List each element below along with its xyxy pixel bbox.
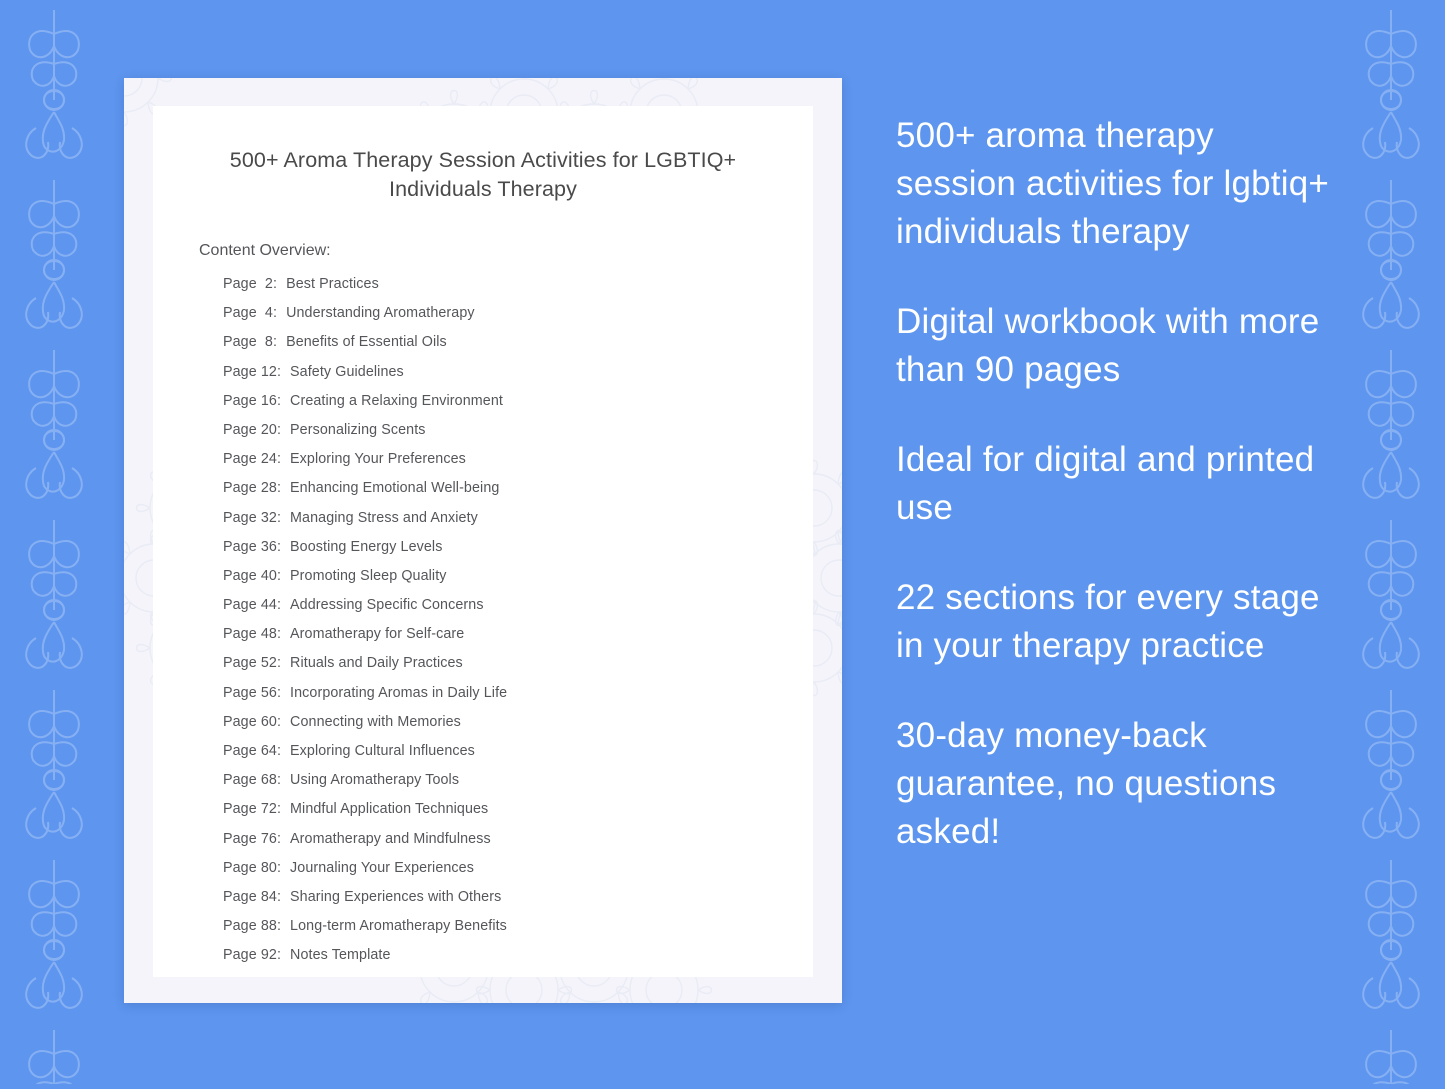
floral-border-left-icon [0, 0, 108, 1084]
toc-entry-label: Managing Stress and Anxiety [290, 509, 478, 526]
toc-entry-label: Journaling Your Experiences [290, 859, 474, 876]
toc-row [153, 451, 813, 480]
toc-page-number: Page 28: [223, 480, 282, 497]
table-of-contents [153, 260, 813, 977]
toc-entry-label: Addressing Specific Concerns [290, 597, 484, 614]
toc-entry-label: Promoting Sleep Quality [290, 567, 447, 584]
document-page [153, 106, 813, 977]
toc-page-number: Page 72: [223, 801, 282, 818]
toc-entry-label: Creating a Relaxing Environment [290, 392, 503, 409]
toc-page-number: Page 48: [223, 626, 282, 643]
toc-entry-label: Notes Template [290, 947, 391, 964]
toc-row [153, 480, 813, 509]
toc-page-number: Page 88: [223, 918, 282, 935]
toc-page-number: Page 20: [223, 421, 282, 438]
toc-entry-label: Aromatherapy for Self-care [290, 626, 465, 643]
toc-entry-label: Connecting with Memories [290, 713, 461, 730]
toc-page-number: Page 36: [223, 538, 282, 555]
promo-point: 30-day money-back guarantee, no questions asked! [896, 716, 1277, 851]
toc-row [153, 597, 813, 626]
toc-page-number: Page 40: [223, 567, 282, 584]
toc-page-number: Page 56: [223, 684, 282, 701]
toc-row [153, 947, 813, 976]
toc-page-number: Page 12: [223, 363, 282, 380]
document-preview [124, 78, 842, 1003]
toc-entry-label: Benefits of Essential Oils [286, 334, 447, 351]
toc-entry-label: Incorporating Aromas in Daily Life [290, 684, 508, 701]
toc-entry-label: Boosting Energy Levels [290, 538, 443, 555]
toc-page-number: Page 4: [223, 305, 278, 322]
toc-row [153, 393, 813, 422]
toc-row [153, 801, 813, 830]
toc-entry-label: Best Practices [286, 276, 379, 292]
toc-row [153, 422, 813, 451]
toc-page-number: Page 80: [223, 859, 282, 876]
toc-row [153, 510, 813, 539]
toc-row [153, 626, 813, 655]
toc-entry-label: Enhancing Emotional Well-being [290, 480, 500, 497]
toc-entry-label: Exploring Cultural Influences [290, 743, 475, 759]
promo-headline: 500+ aroma therapy session activities for lgbtiq+ individuals therapy [896, 116, 1330, 251]
toc-row [153, 539, 813, 568]
promo-point: 22 sections for every stage in your therapy practice [896, 578, 1320, 665]
toc-page-number: Page 52: [223, 655, 282, 672]
toc-row [153, 364, 813, 393]
toc-row [153, 918, 813, 947]
toc-entry-label: Safety Guidelines [290, 363, 404, 380]
toc-page-number: Page 32: [223, 509, 282, 526]
toc-entry-label: Long-term Aromatherapy Benefits [290, 918, 507, 935]
floral-border-right-icon [1337, 0, 1445, 1084]
toc-entry-label: Mindful Application Techniques [290, 801, 489, 818]
toc-row [153, 714, 813, 743]
promo-panel [896, 112, 1336, 856]
toc-row [153, 305, 813, 334]
toc-entry-label: Personalizing Scents [290, 421, 426, 438]
toc-row [153, 743, 813, 772]
promo-point: Digital workbook with more than 90 pages [896, 302, 1320, 389]
toc-entry-label: Aromatherapy and Mindfulness [290, 830, 491, 847]
content-overview-label: Content Overview: [199, 242, 331, 259]
toc-row [153, 889, 813, 918]
toc-row [153, 568, 813, 597]
toc-entry-label: Understanding Aromatherapy [286, 305, 475, 322]
toc-page-number: Page 84: [223, 888, 282, 905]
toc-row [153, 860, 813, 889]
toc-page-number: Page 24: [223, 451, 282, 468]
toc-entry-label: Rituals and Daily Practices [290, 655, 463, 672]
toc-row [153, 772, 813, 801]
toc-page-number: Page 60: [223, 713, 282, 730]
toc-page-number: Page 44: [223, 597, 282, 614]
promo-point: Ideal for digital and printed use [896, 440, 1315, 527]
toc-page-number: Page 68: [223, 772, 282, 789]
toc-page-number: Page 92: [223, 947, 282, 964]
page-title: 500+ Aroma Therapy Session Activities for LGBTIQ+ Individuals Therapy [229, 148, 737, 201]
toc-row [153, 685, 813, 714]
toc-row [153, 655, 813, 684]
toc-page-number: Page 2: [223, 276, 278, 292]
toc-page-number: Page 64: [223, 743, 282, 759]
toc-page-number: Page 76: [223, 830, 282, 847]
toc-row [153, 276, 813, 305]
toc-entry-label: Using Aromatherapy Tools [290, 772, 460, 789]
toc-row [153, 831, 813, 860]
toc-page-number: Page 16: [223, 392, 282, 409]
toc-entry-label: Sharing Experiences with Others [290, 888, 502, 905]
toc-page-number: Page 8: [223, 334, 278, 351]
toc-row [153, 334, 813, 363]
toc-entry-label: Exploring Your Preferences [290, 451, 466, 468]
